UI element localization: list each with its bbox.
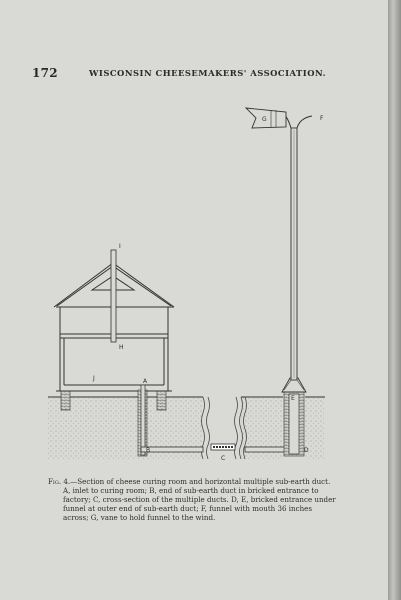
sub-earth-duct-left: [141, 447, 203, 452]
page-number: 172: [32, 66, 58, 80]
label-E: E: [291, 395, 295, 402]
label-H: H: [119, 344, 124, 351]
funnel-mouth-F: [284, 114, 312, 128]
caption-text: —Section of cheese curing room and horizontal multiple sub-earth duct. A, inlet to curing room; B, end of sub-earth duct in bricked entrance to factory; C, cross-section of the multiple ducts. D, E, bricked entrance under funnel at outer end of sub-earth duct; F, funnel with mouth 36 inches across; G, vane to hold funnel to the wind.: [63, 477, 336, 522]
running-title: WISCONSIN CHEESEMAKERS' ASSOCIATION.: [89, 68, 327, 78]
foundation-left: [61, 391, 70, 410]
label-A: A: [143, 378, 148, 385]
outer-shaft: [289, 394, 299, 454]
label-J: J: [93, 375, 95, 382]
foundation-right: [157, 391, 166, 410]
caption-figure-number: Fig. 4.: [48, 477, 71, 486]
label-F: F: [320, 115, 324, 122]
label-G: G: [262, 116, 267, 123]
inlet-pipe-A: [141, 385, 145, 455]
label-C: C: [221, 455, 226, 462]
gap-edge-mid-left: [207, 397, 210, 459]
label-I: I: [119, 243, 121, 250]
label-D: D: [304, 447, 309, 454]
label-B: B: [146, 447, 151, 454]
figure-caption: [48, 478, 338, 523]
vent-pipe: [111, 250, 116, 342]
